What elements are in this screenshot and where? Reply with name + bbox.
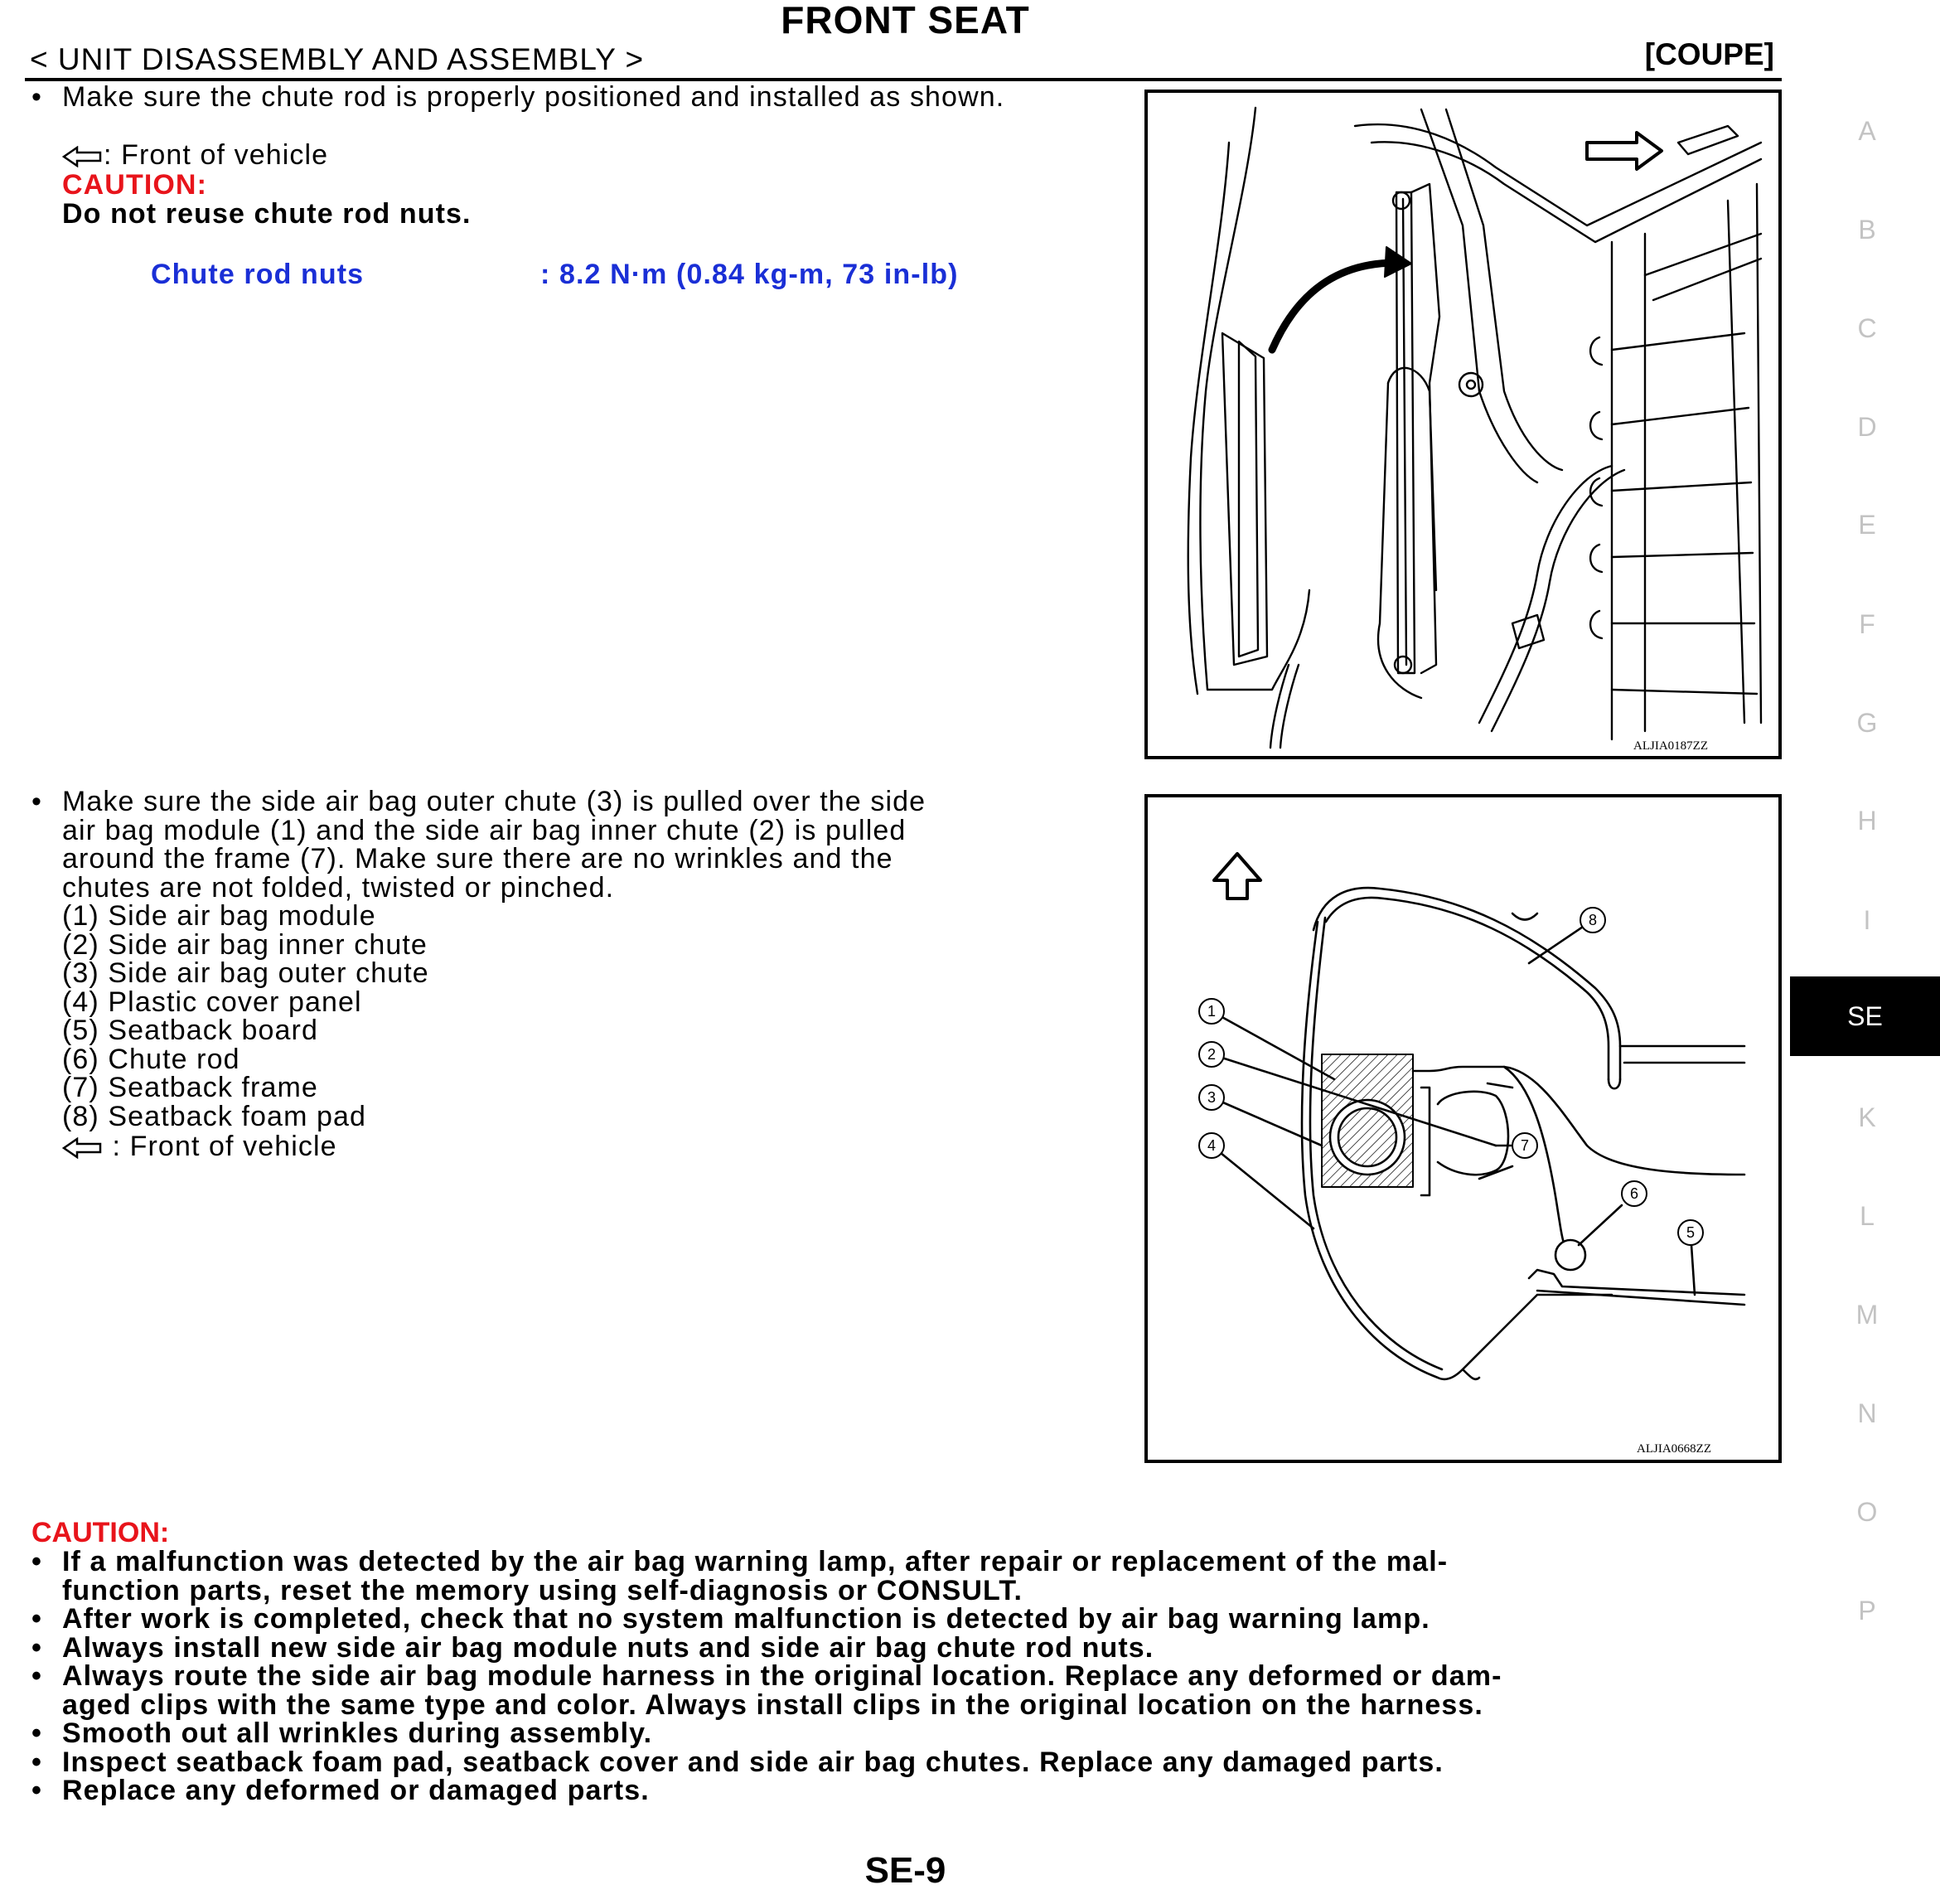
legend-item: (7) Seatback frame bbox=[62, 1072, 318, 1103]
tab-h[interactable]: H bbox=[1857, 806, 1877, 836]
caution-heading: CAUTION: bbox=[31, 1517, 170, 1548]
step2-line-3: around the frame (7). Make sure there are no wrinkles and the bbox=[62, 843, 893, 874]
callout-2 bbox=[1199, 1042, 1224, 1067]
tab-f[interactable]: F bbox=[1859, 609, 1875, 639]
tab-n[interactable]: N bbox=[1857, 1398, 1877, 1428]
tab-b[interactable]: B bbox=[1858, 215, 1876, 245]
legend-item: (3) Side air bag outer chute bbox=[62, 957, 429, 989]
bullet: • bbox=[31, 81, 43, 113]
callout-5 bbox=[1678, 1220, 1703, 1245]
page-number: SE-9 bbox=[864, 1850, 946, 1891]
legend-item: (8) Seatback foam pad bbox=[62, 1100, 367, 1132]
svg-text:4: 4 bbox=[1207, 1137, 1217, 1154]
tab-e[interactable]: E bbox=[1858, 510, 1876, 540]
callout-3 bbox=[1199, 1085, 1224, 1110]
legend-item: (2) Side air bag inner chute bbox=[62, 928, 428, 961]
tab-l[interactable]: L bbox=[1860, 1201, 1875, 1231]
legend-item: (6) Chute rod bbox=[62, 1043, 240, 1075]
chute-rod-illustration bbox=[1148, 93, 1778, 756]
tab-se[interactable]: SE bbox=[1790, 976, 1940, 1056]
tab-g[interactable]: G bbox=[1856, 708, 1878, 738]
page-title: FRONT SEAT bbox=[781, 0, 1030, 41]
model-label: [COUPE] bbox=[1644, 37, 1774, 71]
step1-text: Make sure the chute rod is properly positioned and installed as shown. bbox=[62, 81, 1005, 113]
tab-k[interactable]: K bbox=[1858, 1102, 1876, 1132]
callout-8 bbox=[1580, 908, 1605, 933]
tab-o[interactable]: O bbox=[1856, 1497, 1878, 1527]
tab-p[interactable]: P bbox=[1858, 1596, 1876, 1625]
chute-rod-figure bbox=[1144, 90, 1782, 759]
svg-text:6: 6 bbox=[1629, 1185, 1639, 1202]
caution-label: CAUTION: bbox=[62, 169, 207, 201]
tab-i[interactable]: I bbox=[1863, 905, 1871, 935]
airbag-chute-section-illustration bbox=[1148, 797, 1778, 1460]
svg-text:7: 7 bbox=[1520, 1137, 1530, 1154]
spec-label: Chute rod nuts bbox=[151, 259, 365, 290]
caution-text: Do not reuse chute rod nuts. bbox=[62, 198, 472, 230]
svg-text:1: 1 bbox=[1207, 1003, 1217, 1020]
legend-item: (5) Seatback board bbox=[62, 1015, 318, 1046]
spec-value: : 8.2 N·m (0.84 kg-m, 73 in-lb) bbox=[540, 259, 959, 290]
tab-a[interactable]: A bbox=[1858, 116, 1876, 146]
callout-1 bbox=[1199, 999, 1224, 1024]
bullet: • bbox=[31, 786, 43, 817]
tab-c[interactable]: C bbox=[1857, 313, 1877, 343]
step2-line-4: chutes are not folded, twisted or pinched. bbox=[62, 871, 615, 904]
figure-id: ALJIA0187ZZ bbox=[1633, 739, 1708, 753]
step1-arrow-note: : Front of vehicle bbox=[62, 141, 1123, 170]
step1-block bbox=[0, 83, 1160, 298]
callout-4 bbox=[1199, 1133, 1224, 1158]
svg-text:3: 3 bbox=[1207, 1089, 1217, 1106]
step2-arrow-note: : Front of vehicle bbox=[62, 1132, 1123, 1161]
figure-id: ALJIA0668ZZ bbox=[1637, 1442, 1711, 1456]
callout-7 bbox=[1512, 1133, 1537, 1158]
legend-item: (1) Side air bag module bbox=[62, 900, 376, 932]
tab-d[interactable]: D bbox=[1857, 412, 1877, 442]
step2-block bbox=[0, 787, 1160, 1169]
front-arrow-icon bbox=[62, 1137, 104, 1159]
section-heading: < UNIT DISASSEMBLY AND ASSEMBLY > bbox=[30, 42, 645, 76]
caution-item: • If a malfunction was detected by the air bag warning lamp, after repair or replacement of the mal- function parts, reset the memory using self-diagnosis or CONSULT. bbox=[31, 1546, 1449, 1606]
step2-line-1: Make sure the side air bag outer chute (3) is pulled over the side bbox=[62, 786, 926, 817]
svg-text:2: 2 bbox=[1207, 1046, 1217, 1063]
callout-6 bbox=[1622, 1181, 1647, 1206]
legend-item: (4) Plastic cover panel bbox=[62, 986, 362, 1018]
front-arrow-icon bbox=[62, 146, 104, 167]
step2-line-2: air bag module (1) and the side air bag inner chute (2) is pulled bbox=[62, 814, 907, 846]
section-tabs bbox=[1794, 0, 1940, 1904]
tab-m[interactable]: M bbox=[1855, 1300, 1879, 1330]
svg-text:8: 8 bbox=[1588, 912, 1598, 928]
svg-text:5: 5 bbox=[1686, 1224, 1696, 1241]
airbag-chute-figure bbox=[1144, 794, 1782, 1463]
